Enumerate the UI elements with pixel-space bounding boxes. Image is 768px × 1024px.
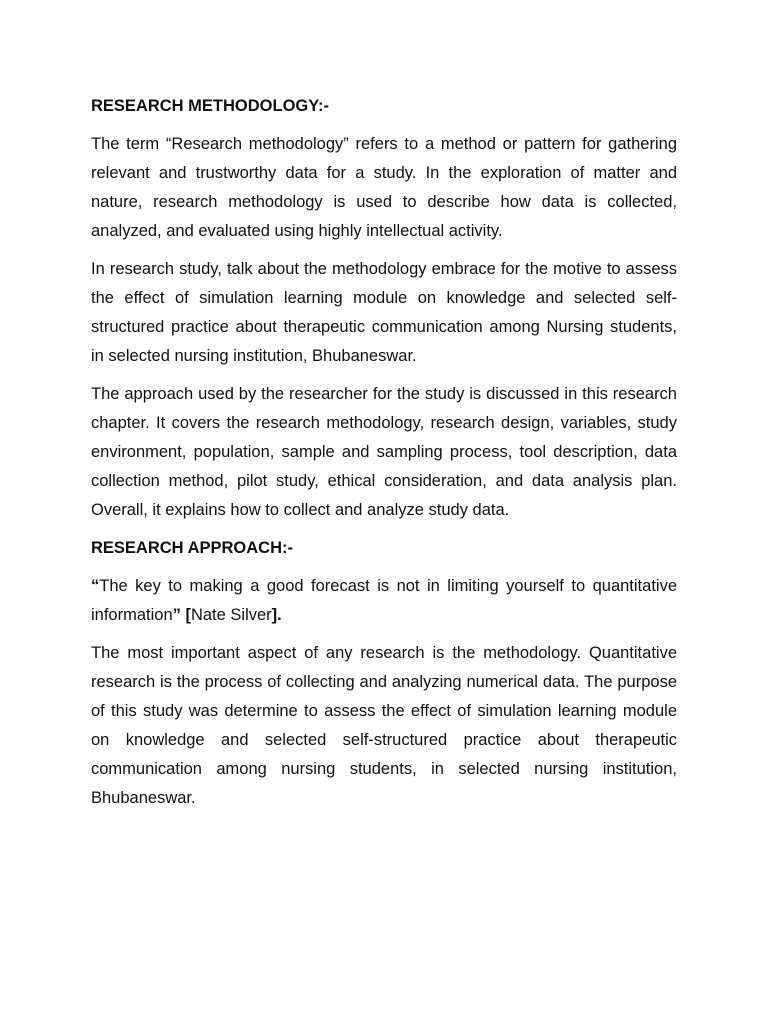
quote-close-mark: ” [172,606,181,624]
quote-author: Nate Silver [190,606,272,624]
quote-bracket-open: [ [185,606,191,624]
quote-bracket-close: ]. [271,606,282,624]
paragraph-study-methodology: In research study, talk about the methodology embrace for the motive to assess the effect of simulation learning module on knowledge and selected self-structured practice about therapeutic communication among Nursing students, in selected nursing institution, Bhubaneswar. [91,260,677,365]
quote-text: The key to making a good forecast is not in limiting yourself to quantitative information [91,577,677,624]
paragraph-chapter-overview: The approach used by the researcher for the study is discussed in this research chapter. It covers the research methodology, research design, variables, study environment, population, sample and sampling process, tool description, data collection method, pilot study, ethical consideration, and data analysis plan. Overall, it explains how to collect and analyze study data. [91,385,677,519]
quote-open-mark: “ [91,577,100,595]
section-heading-research-approach: RESEARCH APPROACH:- [91,539,293,557]
document-page [91,92,677,822]
paragraph-research-methodology-definition: The term “Research methodology” refers to a method or pattern for gathering relevant and trustworthy data for a study. In the exploration of matter and nature, research methodology is used to describe how data is collected, analyzed, and evaluated using highly intellectual activity. [91,135,677,240]
quote-paragraph [91,572,677,630]
section-heading-research-methodology: RESEARCH METHODOLOGY:- [91,97,330,115]
paragraph-quantitative-research: The most important aspect of any research is the methodology. Quantitative research is the process of collecting and analyzing numerical data. The purpose of this study was determine to assess the effect of simulation learning module on knowledge and selected self-structured practice about therapeutic communication among nursing students, in selected nursing institution, Bhubaneswar. [91,644,677,807]
